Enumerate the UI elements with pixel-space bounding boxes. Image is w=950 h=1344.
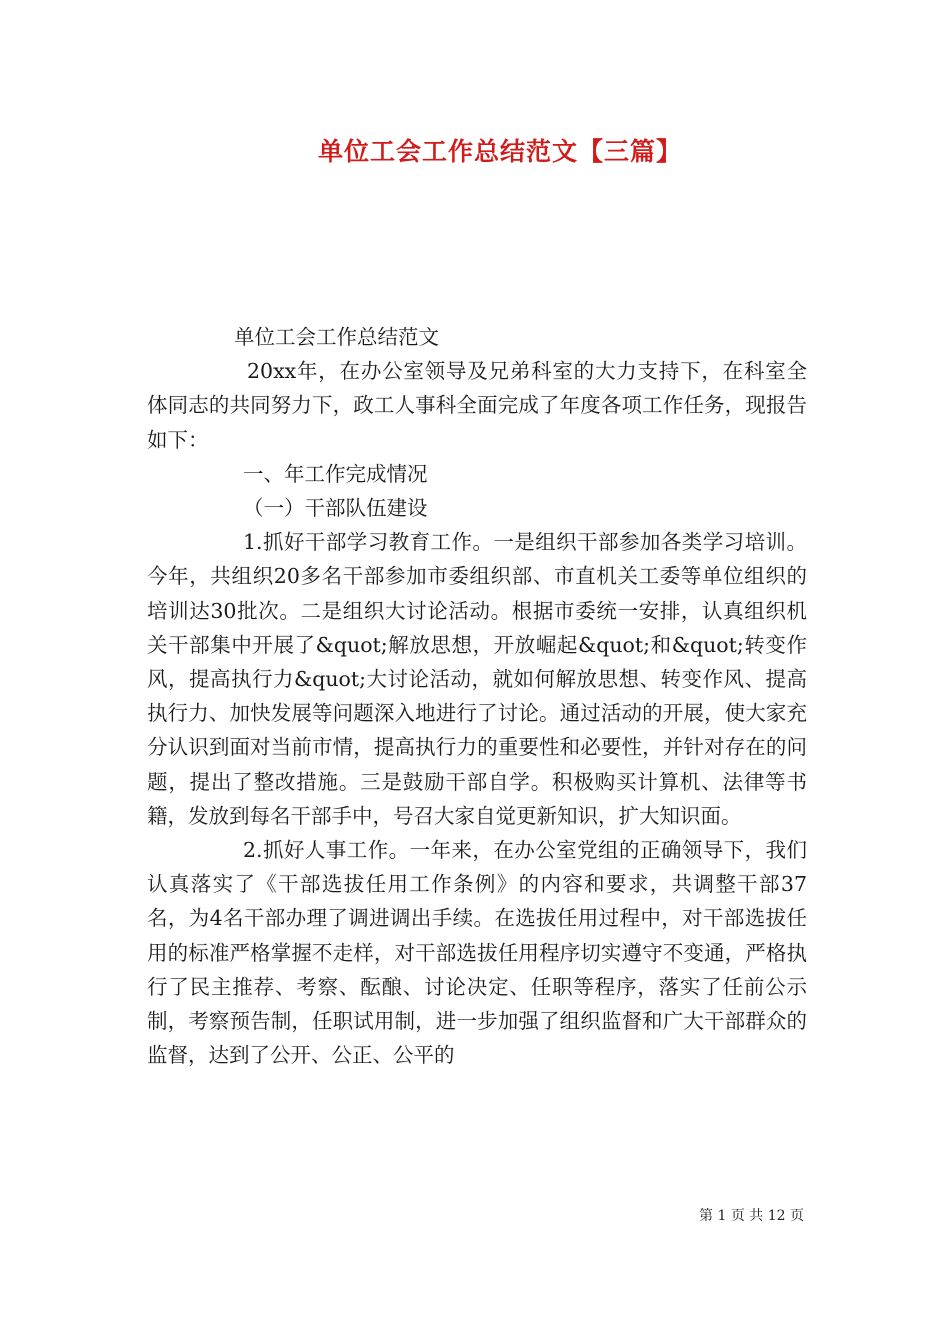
document-body	[147, 320, 807, 1072]
section-heading: 一、年工作完成情况	[243, 461, 428, 486]
paragraph-cadre-education: 1.抓好干部学习教育工作。一是组织干部参加各类学习培训。今年，共组织20多名干部参加市委组织部、市直机关工委等单位组织的培训达30批次。二是组织大讨论活动。根据市委统一安排，认真组织机关干部集中开展了&quot;解放思想，开放崛起&quot;和&quot;转变作风，提高执行力&quot;大讨论活动，就如何解放思想、转变作风、提高执行力、加快发展等问题深入地进行了讨论。通过活动的开展，使大家充分认识到面对当前市情，提高执行力的重要性和必要性，并针对存在的问题，提出了整改措施。三是鼓励干部自学。积极购买计算机、法律等书籍，发放到每名干部手中，号召大家自觉更新知识，扩大知识面。	[147, 530, 807, 828]
document-title: 单位工会工作总结范文【三篇】	[317, 137, 682, 166]
subsection-heading: （一）干部队伍建设	[243, 496, 428, 521]
document-subtitle: 单位工会工作总结范文	[234, 325, 439, 349]
intro-paragraph: 20xx年，在办公室领导及兄弟科室的大力支持下，在科室全体同志的共同努力下，政工人事科全面完成了年度各项工作任务，现报告如下：	[147, 359, 807, 452]
page-number: 第 1 页 共 12 页	[699, 1208, 804, 1224]
paragraph-personnel-work: 2.抓好人事工作。一年来，在办公室党组的正确领导下，我们认真落实了《干部选拔任用工作条例》的内容和要求，共调整干部37名，为4名干部办理了调进调出手续。在选拔任用过程中，对干部选拔任用的标准严格掌握不走样，对干部选拔任用程序切实遵守不变通，严格执行了民主推荐、考察、酝酿、讨论决定、任职等程序，落实了任前公示制，考察预告制，任职试用制，进一步加强了组织监督和广大干部群众的监督，达到了公开、公正、公平的	[147, 838, 807, 1068]
